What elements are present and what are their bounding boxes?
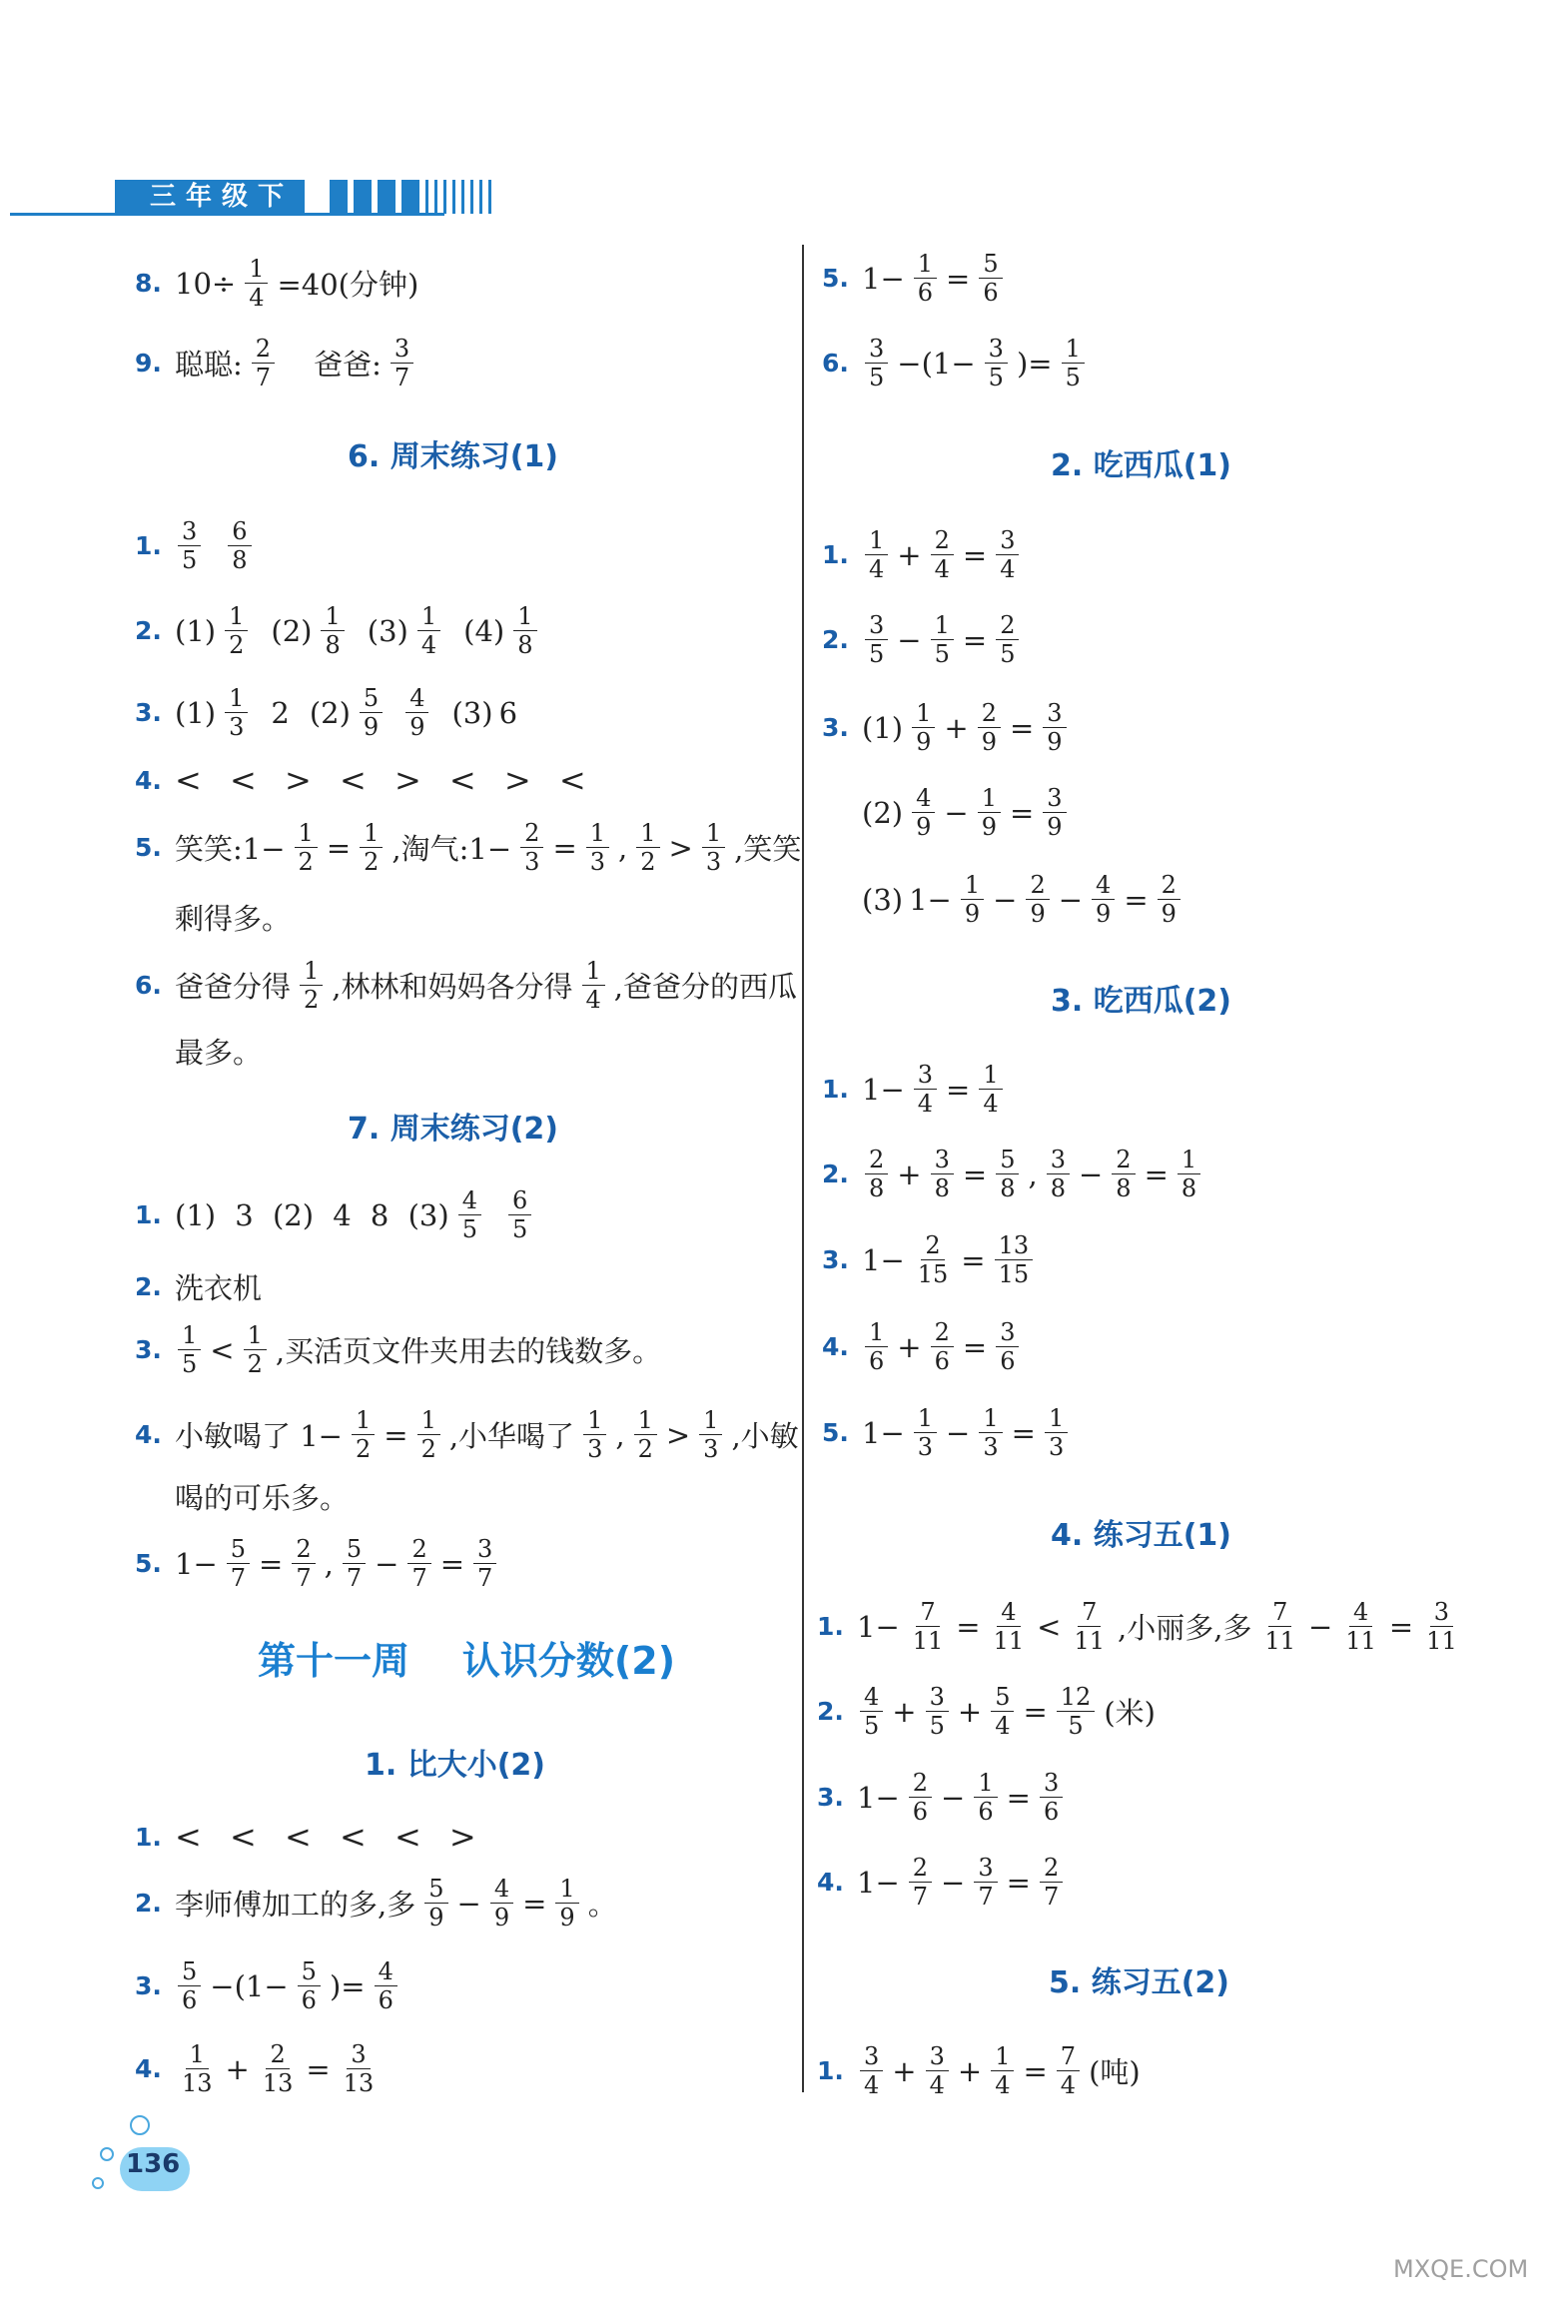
weekend1-answer-1: 1. $\frac{3}{5}$ $\frac{6}{8}$ bbox=[135, 517, 255, 574]
practice5-2-answer-1: 1. $\frac{3}{4}$ + $\frac{3}{4}$ + $\frac{1}{4}$ = $\frac{7}{4}$ (吨) bbox=[817, 2042, 1141, 2099]
compare2-answer-4: 4. $\frac{1}{13}$ + $\frac{2}{13}$ = $\frac{3}{13}$ bbox=[135, 2040, 375, 2097]
weekend2-answer-2: 2. 洗衣机 bbox=[135, 1271, 263, 1305]
bubble-icon bbox=[130, 2115, 150, 2135]
watermelon2-answer-4: 4. $\frac{1}{6}$ + $\frac{2}{6}$ = $\frac{3}{6}$ bbox=[822, 1318, 1022, 1375]
week-title: 第十一周 认识分数(2) bbox=[258, 1639, 676, 1683]
weekend2-answer-5: 5. 1− $\frac{5}{7}$ = $\frac{2}{7}$ , $\frac{5}{7}$ − $\frac{2}{7}$ = $\frac{3}{7}$ bbox=[135, 1535, 499, 1592]
practice5-1-answer-3: 3. 1− $\frac{2}{6}$ − $\frac{1}{6}$ = $\frac{3}{6}$ bbox=[817, 1769, 1066, 1826]
watermelon1-answer-2: 2. $\frac{3}{5}$ − $\frac{1}{5}$ = $\frac{2}{5}$ bbox=[822, 611, 1022, 668]
section-title-weekend-1: 6. 周末练习(1) bbox=[348, 439, 559, 474]
weekend1-answer-3: 3. (1) $\frac{1}{3}$ 2 (2) $\frac{5}{9}$ $\frac{4}{9}$ (3) 6 bbox=[135, 684, 518, 741]
column-divider bbox=[802, 245, 804, 2092]
right-answer-5: 5. 1− $\frac{1}{6}$ = $\frac{5}{6}$ bbox=[822, 250, 1006, 307]
page-number: 136 bbox=[126, 2149, 181, 2179]
practice5-1-answer-1: 1. 1− $\frac{7}{11}$ = $\frac{4}{11}$ < $\frac{7}{11}$ ,小丽多,多 $\frac{7}{11}$ − $\frac{4}{11}$ = $\frac{3}{11}$ bbox=[817, 1598, 1457, 1655]
weekend1-answer-2: 2. (1) $\frac{1}{2}$ (2) $\frac{1}{8}$ (3) $\frac{1}{4}$ (4) $\frac{1}{8}$ bbox=[135, 602, 540, 659]
weekend1-answer-4: 4. < < > < > < > < bbox=[135, 761, 586, 799]
weekend1-answer-5: 5. 笑笑:1− $\frac{1}{2}$ = $\frac{1}{2}$ ,淘气:1− $\frac{2}{3}$ = $\frac{1}{3}$ , $\frac{1}{2}$ > $\frac{1}{3}$ ,笑笑 bbox=[135, 819, 802, 876]
section-title-practice5-1: 4. 练习五(1) bbox=[1051, 1518, 1232, 1553]
header-bars bbox=[330, 180, 491, 214]
weekend1-answer-6-line2: 最多。 bbox=[175, 1036, 263, 1070]
watermelon2-answer-3: 3. 1− $\frac{2}{15}$ = $\frac{13}{15}$ bbox=[822, 1231, 1036, 1288]
section-title-watermelon-2: 3. 吃西瓜(2) bbox=[1051, 984, 1232, 1019]
compare2-answer-1: 1. < < < < < > bbox=[135, 1818, 476, 1856]
bubble-icon bbox=[92, 2177, 104, 2189]
section-title-practice5-2: 5. 练习五(2) bbox=[1049, 1965, 1230, 2000]
section-title-watermelon-1: 2. 吃西瓜(1) bbox=[1051, 448, 1232, 483]
compare2-answer-3: 3. $\frac{5}{6}$ −(1− $\frac{5}{6}$ )= $\frac{4}{6}$ bbox=[135, 1957, 400, 2014]
watermark: MXQE.COM bbox=[1393, 2255, 1529, 2283]
watermelon2-answer-1: 1. 1− $\frac{3}{4}$ = $\frac{1}{4}$ bbox=[822, 1061, 1006, 1118]
watermelon1-answer-1: 1. $\frac{1}{4}$ + $\frac{2}{4}$ = $\frac{3}{4}$ bbox=[822, 526, 1022, 583]
watermelon1-answer-3-2: (2) $\frac{4}{9}$ − $\frac{1}{9}$ = $\frac{3}{9}$ bbox=[862, 784, 1070, 841]
weekend2-answer-3: 3. $\frac{1}{5}$ < $\frac{1}{2}$ ,买活页文件夹用去的钱数多。 bbox=[135, 1321, 662, 1378]
watermelon1-answer-3-1: 3. (1) $\frac{1}{9}$ + $\frac{2}{9}$ = $\frac{3}{9}$ bbox=[822, 699, 1070, 756]
weekend2-answer-1: 1. (1) 3 (2) 4 8 (3) $\frac{4}{5}$ $\frac{6}{5}$ bbox=[135, 1186, 534, 1243]
answer-9: 9. 聪聪: $\frac{2}{7}$ 爸爸: $\frac{3}{7}$ bbox=[135, 335, 416, 391]
weekend1-answer-6: 6. 爸爸分得 $\frac{1}{2}$ ,林林和妈妈各分得 $\frac{1}{4}$ ,爸爸分的西瓜 bbox=[135, 957, 798, 1014]
bubble-icon bbox=[100, 2147, 114, 2161]
section-title-compare-2: 1. 比大小(2) bbox=[365, 1748, 546, 1783]
section-title-weekend-2: 7. 周末练习(2) bbox=[348, 1112, 559, 1147]
weekend2-answer-4: 4. 小敏喝了 1− $\frac{1}{2}$ = $\frac{1}{2}$ ,小华喝了 $\frac{1}{3}$ , $\frac{1}{2}$ > $\frac{1}{3}$ ,小敏 bbox=[135, 1406, 799, 1463]
watermelon1-answer-3-3: (3) 1− $\frac{1}{9}$ − $\frac{2}{9}$ − $\frac{4}{9}$ = $\frac{2}{9}$ bbox=[862, 871, 1183, 928]
practice5-1-answer-4: 4. 1− $\frac{2}{7}$ − $\frac{3}{7}$ = $\frac{2}{7}$ bbox=[817, 1854, 1066, 1911]
watermelon2-answer-2: 2. $\frac{2}{8}$ + $\frac{3}{8}$ = $\frac{5}{8}$ , $\frac{3}{8}$ − $\frac{2}{8}$ = $\frac{1}{8}$ bbox=[822, 1146, 1203, 1202]
weekend1-answer-5-line2: 剩得多。 bbox=[175, 902, 292, 936]
weekend2-answer-4-line2: 喝的可乐多。 bbox=[175, 1481, 350, 1515]
answer-8: 8. 10÷ $\frac{1}{4}$ =40(分钟) bbox=[135, 255, 419, 312]
grade-label: 三年级下 bbox=[115, 180, 305, 214]
watermelon2-answer-5: 5. 1− $\frac{1}{3}$ − $\frac{1}{3}$ = $\frac{1}{3}$ bbox=[822, 1404, 1071, 1461]
right-answer-6: 6. $\frac{3}{5}$ −(1− $\frac{3}{5}$ )= $\frac{1}{5}$ bbox=[822, 335, 1088, 391]
compare2-answer-2: 2. 李师傅加工的多,多 $\frac{5}{9}$ − $\frac{4}{9}$ = $\frac{1}{9}$ 。 bbox=[135, 1875, 617, 1932]
practice5-1-answer-2: 2. $\frac{4}{5}$ + $\frac{3}{5}$ + $\frac{5}{4}$ = $\frac{12}{5}$ (米) bbox=[817, 1683, 1156, 1740]
